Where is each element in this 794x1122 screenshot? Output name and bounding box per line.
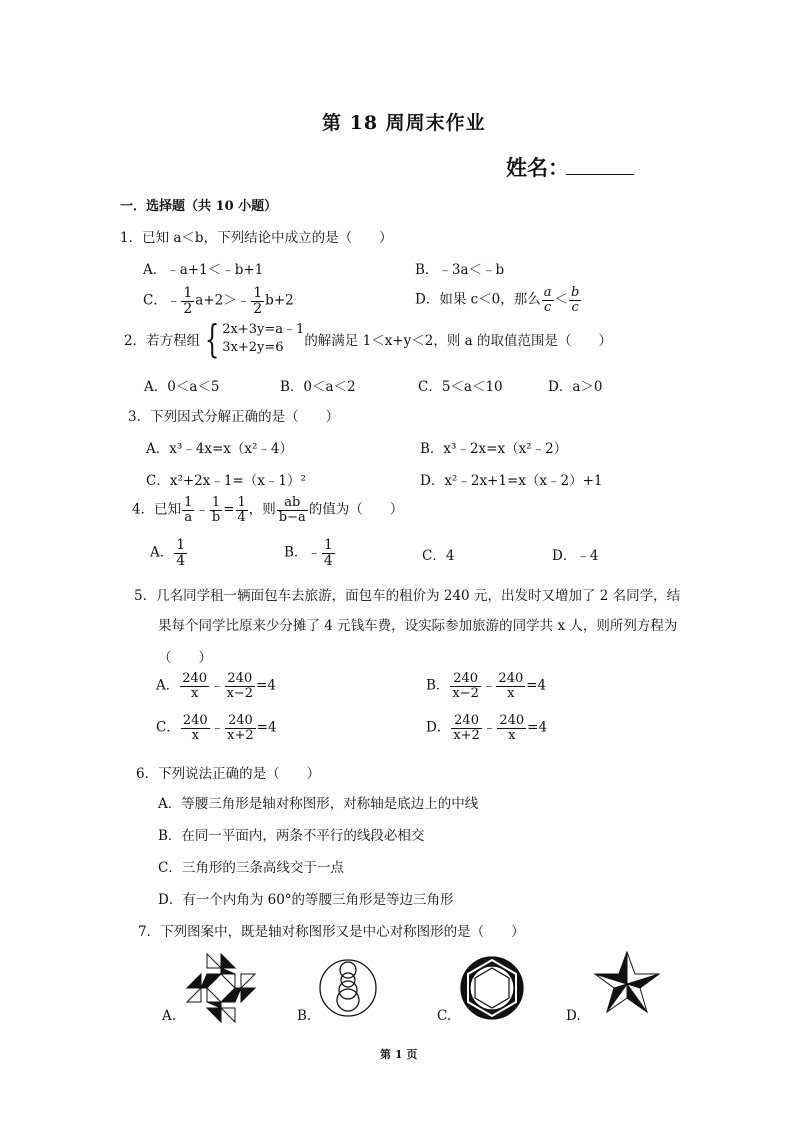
frac-num: 1 xyxy=(253,285,263,301)
q1-option-d-text: D．如果 c＜0，那么 xyxy=(415,291,541,308)
q4-b-label: B．﹣ xyxy=(284,544,321,561)
frac-den: b−a xyxy=(278,509,306,525)
frac-num: 1 xyxy=(176,537,186,553)
q4-frac-2 xyxy=(210,496,222,524)
frac-den: x+2 xyxy=(227,727,254,743)
q6-option-b[interactable]: B．在同一平面内，两条不平行的线段必相交 xyxy=(158,828,425,844)
q6-option-d[interactable]: D．有一个内角为 60°的等腰三角形是等边三角形 xyxy=(158,892,454,908)
star-figure[interactable] xyxy=(592,950,662,1016)
frac-den: x−2 xyxy=(226,685,254,701)
q3-option-c[interactable]: C．x²+2x﹣1=（x﹣1）² xyxy=(146,473,306,489)
hexagon-flower-figure[interactable] xyxy=(458,954,526,1022)
q1-c-frac-2 xyxy=(251,286,264,316)
q6-option-c[interactable]: C．三角形的三条高线交于一点 xyxy=(158,860,344,876)
q5-d-frac-1 xyxy=(451,714,482,742)
frac-num: 1 xyxy=(237,495,246,510)
frac-den: x xyxy=(191,727,199,743)
q5-b-frac-1 xyxy=(450,672,481,700)
q5-a-rhs: =4 xyxy=(256,677,276,694)
frac-den: 2 xyxy=(253,300,263,317)
q7-stem: 7．下列图案中，既是轴对称图形又是中心对称图形的是（ ） xyxy=(138,924,525,940)
q3-option-b[interactable]: B．x³﹣2x=x（x²﹣2） xyxy=(420,441,568,457)
q2-equation-system xyxy=(222,321,304,356)
q4-frac-4 xyxy=(277,496,308,524)
frac-num: a xyxy=(543,285,552,300)
q4-stem: 4．已知 $\frac{1}{a}$ ﹣ $\frac{1}{b}$ = $\frac{1}{4}$ ，则 $\frac{ab}{b-a}$ 的值为（ ） xyxy=(132,495,404,525)
q4-a-label: A． xyxy=(150,544,174,561)
q1-option-c[interactable]: C．﹣ $\frac{1}{2}$ a+2＞﹣ $\frac{1}{2}$ b+2 xyxy=(143,285,294,317)
frac-den: c xyxy=(544,299,552,315)
q2-eq1: 2x+3y=a﹣1 xyxy=(222,322,305,338)
frac-den: 4 xyxy=(323,552,333,569)
q4-b-frac xyxy=(322,538,335,568)
q5-d-rhs: =4 xyxy=(527,719,548,736)
nested-circles-figure[interactable] xyxy=(318,956,378,1020)
q3-stem: 3．下列因式分解正确的是（ ） xyxy=(128,409,340,425)
frac-den: x−2 xyxy=(452,685,479,701)
q4-frac-3 xyxy=(236,496,248,524)
q7-option-d[interactable]: D. xyxy=(566,1008,581,1024)
q4-a-frac xyxy=(174,538,187,568)
q2-num: 2．若方程组 xyxy=(124,333,201,349)
q5-option-d[interactable]: D． $\frac{240}{x+2}$ ﹣ $\frac{240}{x}$ =4 xyxy=(426,713,548,743)
frac-num: 240 xyxy=(182,671,208,686)
frac-den: a xyxy=(184,509,193,525)
q5-d-frac-2 xyxy=(497,714,526,742)
q5-b-frac-2 xyxy=(496,672,525,700)
q5-a-frac-1 xyxy=(180,672,209,700)
q1-d-frac-1 xyxy=(542,286,554,314)
q5-b-label: B． xyxy=(426,677,450,694)
page-number: 第 1 页 xyxy=(380,1048,418,1061)
frac-den: 2 xyxy=(183,300,193,317)
q5-option-a[interactable]: A． $\frac{240}{x}$ ﹣ $\frac{240}{x-2}$ =4 xyxy=(156,671,276,701)
page-title: 第 18 周周末作业 xyxy=(322,112,486,134)
name-blank-line[interactable] xyxy=(566,174,634,175)
frac-num: b xyxy=(571,285,580,300)
frac-den: x xyxy=(507,685,515,701)
q1-option-c-label: C． xyxy=(143,292,167,309)
frac-num: 1 xyxy=(184,495,193,510)
frac-num: 240 xyxy=(225,672,256,687)
q4-mid: ，则 xyxy=(248,501,276,518)
frac-den: x+2 xyxy=(453,727,480,743)
q2-option-c[interactable]: C．5＜a＜10 xyxy=(418,379,503,395)
q5-option-c[interactable]: C． $\frac{240}{x}$ ﹣ $\frac{240}{x+2}$ =4 xyxy=(156,713,277,743)
frac-num: ab xyxy=(277,496,308,511)
brace-symbol: { xyxy=(204,317,220,361)
q2-option-b[interactable]: B．0＜a＜2 xyxy=(280,379,356,395)
q5-c-frac-2 xyxy=(225,714,256,742)
section-heading: 一．选择题（共 10 小题） xyxy=(120,199,278,214)
q1-option-d[interactable] xyxy=(415,286,582,314)
q5-b-rhs: =4 xyxy=(526,677,547,694)
frac-den: 4 xyxy=(176,552,186,569)
frac-num: 1 xyxy=(210,496,222,511)
q2-option-d[interactable]: D．a＞0 xyxy=(548,379,603,395)
frac-num: 240 xyxy=(225,714,256,729)
q4-option-b[interactable] xyxy=(284,538,336,568)
frac-den: b xyxy=(211,509,221,525)
pinwheel-figure[interactable] xyxy=(183,950,259,1026)
q1-d-frac-2 xyxy=(569,286,581,314)
q5-c-rhs: =4 xyxy=(256,719,277,736)
q3-option-d[interactable]: D．x²﹣2x+1=x（x﹣2）+1 xyxy=(420,473,603,489)
frac-num: 240 xyxy=(499,713,525,728)
frac-den: x xyxy=(508,727,516,743)
q4-pre: 4．已知 xyxy=(132,501,182,518)
frac-num: 1 xyxy=(323,537,333,553)
name-label: 姓名： xyxy=(506,155,569,180)
q6-option-a[interactable]: A．等腰三角形是轴对称图形，对称轴是底边上的中线 xyxy=(158,796,479,812)
q5-c-frac-1 xyxy=(181,714,210,742)
frac-num: 240 xyxy=(451,714,482,729)
q1-c-frac-1 xyxy=(181,286,194,316)
frac-den: c xyxy=(571,299,579,315)
q2-eq2: 3x+2y=6 xyxy=(222,340,284,355)
q4-frac-1 xyxy=(182,496,194,524)
frac-num: 240 xyxy=(450,672,481,687)
q7-option-c[interactable]: C. xyxy=(437,1008,452,1024)
q4-option-d[interactable]: D．﹣4 xyxy=(552,548,599,564)
frac-num: 1 xyxy=(183,285,193,301)
q5-a-frac-2 xyxy=(225,672,256,700)
q1-option-b[interactable]: B．﹣3a＜﹣b xyxy=(415,262,505,278)
q7-option-a[interactable]: A. xyxy=(162,1008,177,1024)
q7-option-b[interactable]: B. xyxy=(297,1008,312,1024)
frac-den: x xyxy=(190,685,199,701)
q1-c-end: b+2 xyxy=(265,292,294,309)
q5-c-label: C． xyxy=(156,719,180,736)
q2-option-a[interactable]: A．0＜a＜5 xyxy=(144,379,220,395)
frac-den: 4 xyxy=(237,509,246,525)
q4-option-c[interactable]: C．4 xyxy=(422,548,455,564)
q2-rest: 的解满足 1＜x+y＜2，则 a 的取值范围是（ ） xyxy=(304,333,612,349)
q1-c-mid: a+2＞ xyxy=(195,292,237,309)
q5-line-3: （ ） xyxy=(158,650,212,666)
frac-num: 240 xyxy=(498,671,524,686)
frac-num: 240 xyxy=(182,713,208,728)
q5-line-2: 果每个同学比原来少分摊了 4 元钱车费，设实际参加旅游的同学共 x 人，则所列方程为 xyxy=(158,618,678,634)
q4-post: 的值为（ ） xyxy=(308,501,404,518)
q4-option-a[interactable] xyxy=(150,538,188,568)
q1-option-a[interactable]: A．﹣a+1＜﹣b+1 xyxy=(143,262,264,278)
q2-stem xyxy=(124,317,612,361)
q1-stem: 1．已知 a＜b，下列结论中成立的是（ ） xyxy=(120,230,393,246)
q5-option-b[interactable]: B． $\frac{240}{x-2}$ ﹣ $\frac{240}{x}$ =4 xyxy=(426,671,547,701)
q3-option-a[interactable]: A．x³﹣4x=x（x²﹣4） xyxy=(146,441,294,457)
q5-line-1: 5．几名同学租一辆面包车去旅游，面包车的租价为 240 元，出发时又增加了 2 名同学，结 xyxy=(134,588,681,604)
q5-a-label: A． xyxy=(156,677,180,694)
q6-stem: 6．下列说法正确的是（ ） xyxy=(136,766,321,782)
q1-d-lt: ＜ xyxy=(554,291,569,308)
q5-d-label: D． xyxy=(426,719,451,736)
